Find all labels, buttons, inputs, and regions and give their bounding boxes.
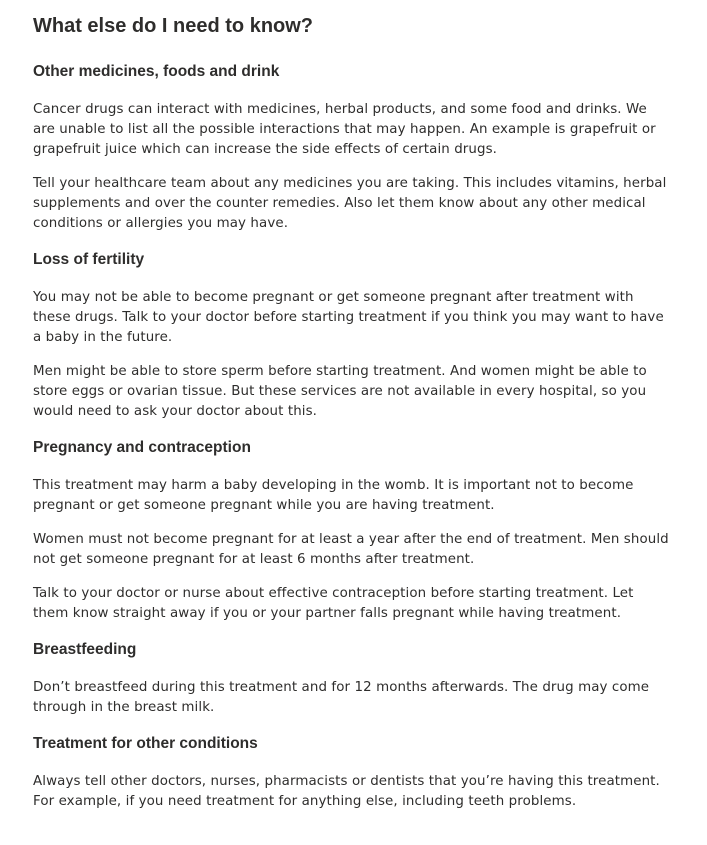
section-other-medicines [33,62,673,234]
paragraph: Cancer drugs can interact with medicines, herbal products, and some food and drinks. We are unable to list all the possible interactions that may happen. An example is grapefruit or grapefruit juice which can increase the side effects of certain drugs. [33,102,656,157]
paragraph: You may not be able to become pregnant or get someone pregnant after treatment with these drugs. Talk to your doctor before starting treatment if you think you may want to have a baby in the future. [33,290,664,345]
paragraph: This treatment may harm a baby developing in the womb. It is important not to become pregnant or get someone pregnant while you are having treatment. [33,478,634,513]
paragraph: Men might be able to store sperm before starting treatment. And women might be able to store eggs or ovarian tissue. But these services are not available in every hospital, so you would need to ask your doctor about this. [33,364,647,419]
page-title: What else do I need to know? [33,15,314,37]
section-pregnancy-contraception [33,438,673,624]
paragraph: Women must not become pregnant for at least a year after the end of treatment. Men should not get someone pregnant for at least 6 months after treatment. [33,532,669,567]
section-heading: Treatment for other conditions [33,735,258,752]
section-heading: Pregnancy and contraception [33,439,251,456]
section-heading: Loss of fertility [33,251,145,268]
section-loss-of-fertility [33,250,673,422]
paragraph: Tell your healthcare team about any medicines you are taking. This includes vitamins, herbal supplements and over the counter remedies. Also let them know about any other medical conditions or allergies you may have. [33,176,667,231]
section-breastfeeding [33,640,673,718]
paragraph: Don’t breastfeed during this treatment and for 12 months afterwards. The drug may come through in the breast milk. [33,680,650,715]
paragraph: Always tell other doctors, nurses, pharmacists or dentists that you’re having this treatment. For example, if you need treatment for anything else, including teeth problems. [33,774,660,809]
section-heading: Breastfeeding [33,641,137,658]
section-heading: Other medicines, foods and drink [33,63,280,80]
section-other-conditions [33,734,673,812]
paragraph: Talk to your doctor or nurse about effective contraception before starting treatment. Let them know straight away if you or your partner falls pregnant while having treatment. [33,586,634,621]
